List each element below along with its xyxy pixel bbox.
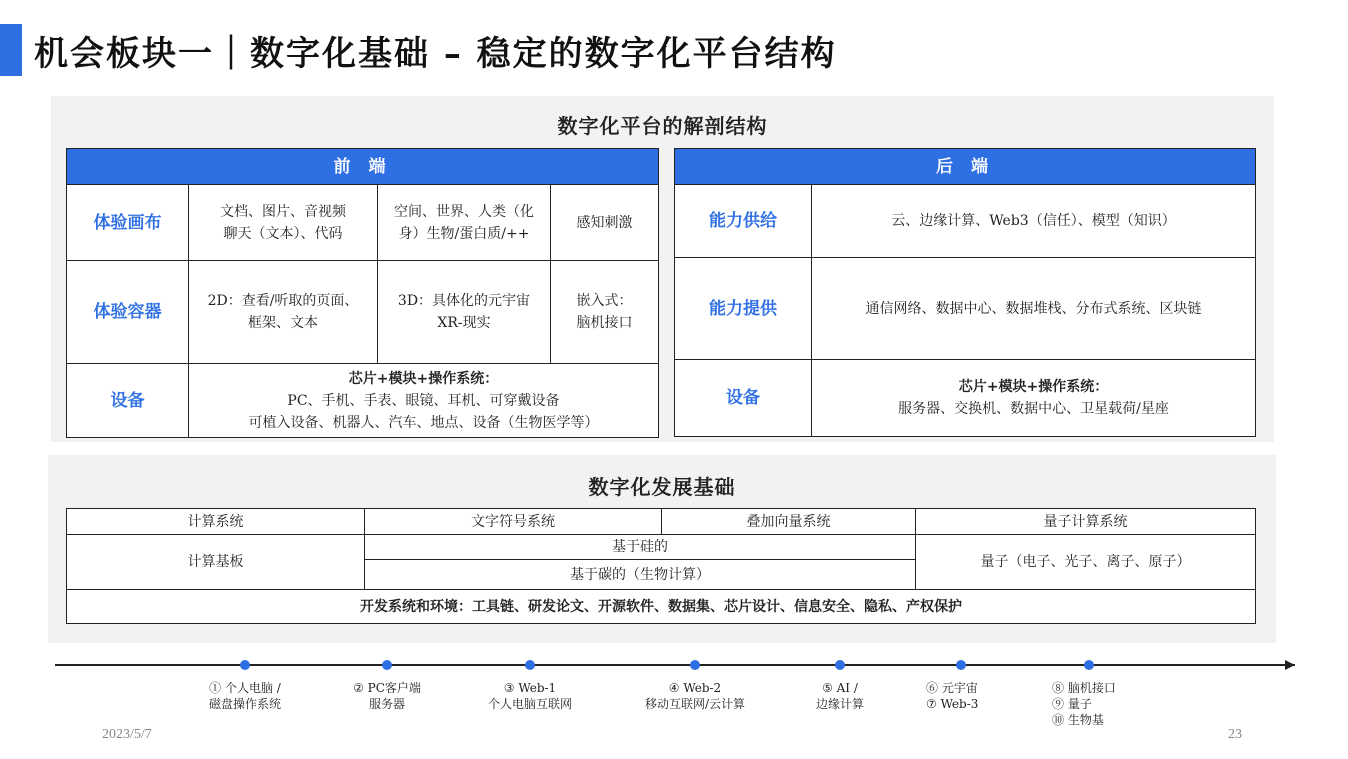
title-accent-bar (0, 24, 22, 76)
row-label-capability-supply: 能力供给 (675, 185, 812, 258)
foundation-table (66, 508, 1256, 624)
container-cell-3d: 3D：具体化的元宇宙 XR-现实 (378, 261, 551, 364)
timeline-label-ai: ⑤ AI / 边缘计算 (815, 681, 865, 711)
backend-table (674, 148, 1256, 437)
row-label-experience-container: 体验容器 (67, 261, 189, 364)
timeline-dot (1084, 660, 1094, 670)
row-label-backend-devices: 设备 (675, 360, 812, 437)
frontend-devices-cell (189, 364, 659, 438)
canvas-cell-sensory: 感知刺激 (551, 185, 659, 261)
page-number: 23 (1228, 727, 1242, 742)
canvas-cell-3d: 空间、世界、人类（化 身）生物/蛋白质/++ (378, 185, 551, 261)
timeline-dot (525, 660, 535, 670)
timeline-label-web1: ③ Web-1 个人电脑互联网 (487, 681, 573, 711)
capability-provision-cell: 通信网络、数据中心、数据堆栈、分布式系统、区块链 (812, 258, 1256, 360)
container-cell-embedded: 嵌入式： 脑机接口 (551, 261, 659, 364)
timeline-dot (835, 660, 845, 670)
frontend-devices-list: PC、手机、手表、眼镜、耳机、可穿戴设备 可植入设备、机器人、汽车、地点、设备（生物医学等） (248, 392, 599, 431)
backend-header: 后 端 (675, 149, 1256, 185)
header-computing-system: 计算系统 (67, 509, 365, 535)
timeline-dot (956, 660, 966, 670)
timeline-dot (690, 660, 700, 670)
canvas-cell-2d: 文档、图片、音视频 聊天（文本）、代码 (189, 185, 378, 261)
header-quantum-system: 量子计算系统 (916, 509, 1256, 535)
frontend-header: 前 端 (67, 149, 659, 185)
dev-environment-cell: 开发系统和环境：工具链、研发论文、开源软件、数据集、芯片设计、信息安全、隐私、产权保护 (67, 590, 1256, 624)
timeline-label-client-server: ② PC客户端 服务器 (353, 681, 421, 711)
timeline-arrow-icon (1285, 660, 1295, 670)
carbon-based-cell: 基于碳的（生物计算） (365, 560, 916, 590)
container-cell-2d: 2D：查看/听取的页面、 框架、文本 (189, 261, 378, 364)
timeline-label-metaverse: ⑥ 元宇宙 ⑦ Web-3 (926, 681, 979, 711)
backend-devices-cell (812, 360, 1256, 437)
backend-devices-heading: 芯片+模块+操作系统： (958, 379, 1109, 395)
frontend-devices-heading: 芯片+模块+操作系统： (348, 370, 499, 387)
header-vector-system: 叠加向量系统 (662, 509, 916, 535)
slide-title: 机会板块一｜数字化基础 – 稳定的数字化平台结构 (34, 34, 837, 74)
timeline-label-bci: ⑧ 脑机接口 ⑨ 量子 ⑩ 生物基 (1052, 681, 1116, 727)
computing-substrate-label: 计算基板 (67, 535, 365, 590)
timeline-dot (382, 660, 392, 670)
row-label-capability-provision: 能力提供 (675, 258, 812, 360)
row-label-experience-canvas: 体验画布 (67, 185, 189, 261)
backend-devices-list: 服务器、交换机、数据中心、卫星载荷/星座 (898, 401, 1169, 417)
quantum-cell: 量子（电子、光子、离子、原子） (916, 535, 1256, 590)
platform-anatomy-title: 数字化平台的解剖结构 (557, 114, 768, 138)
frontend-table (66, 148, 659, 438)
timeline-label-web2: ④ Web-2 移动互联网/云计算 (644, 681, 746, 711)
capability-supply-cell: 云、边缘计算、Web3（信任）、模型（知识） (812, 185, 1256, 258)
silicon-based-cell: 基于硅的 (365, 535, 916, 560)
footer-date: 2023/5/7 (102, 727, 152, 742)
timeline-label-pc: ① 个人电脑 / 磁盘操作系统 (208, 681, 282, 711)
header-symbolic-system: 文字符号系统 (365, 509, 662, 535)
timeline-dot (240, 660, 250, 670)
digital-foundation-title: 数字化发展基础 (588, 475, 736, 499)
row-label-devices: 设备 (67, 364, 189, 438)
